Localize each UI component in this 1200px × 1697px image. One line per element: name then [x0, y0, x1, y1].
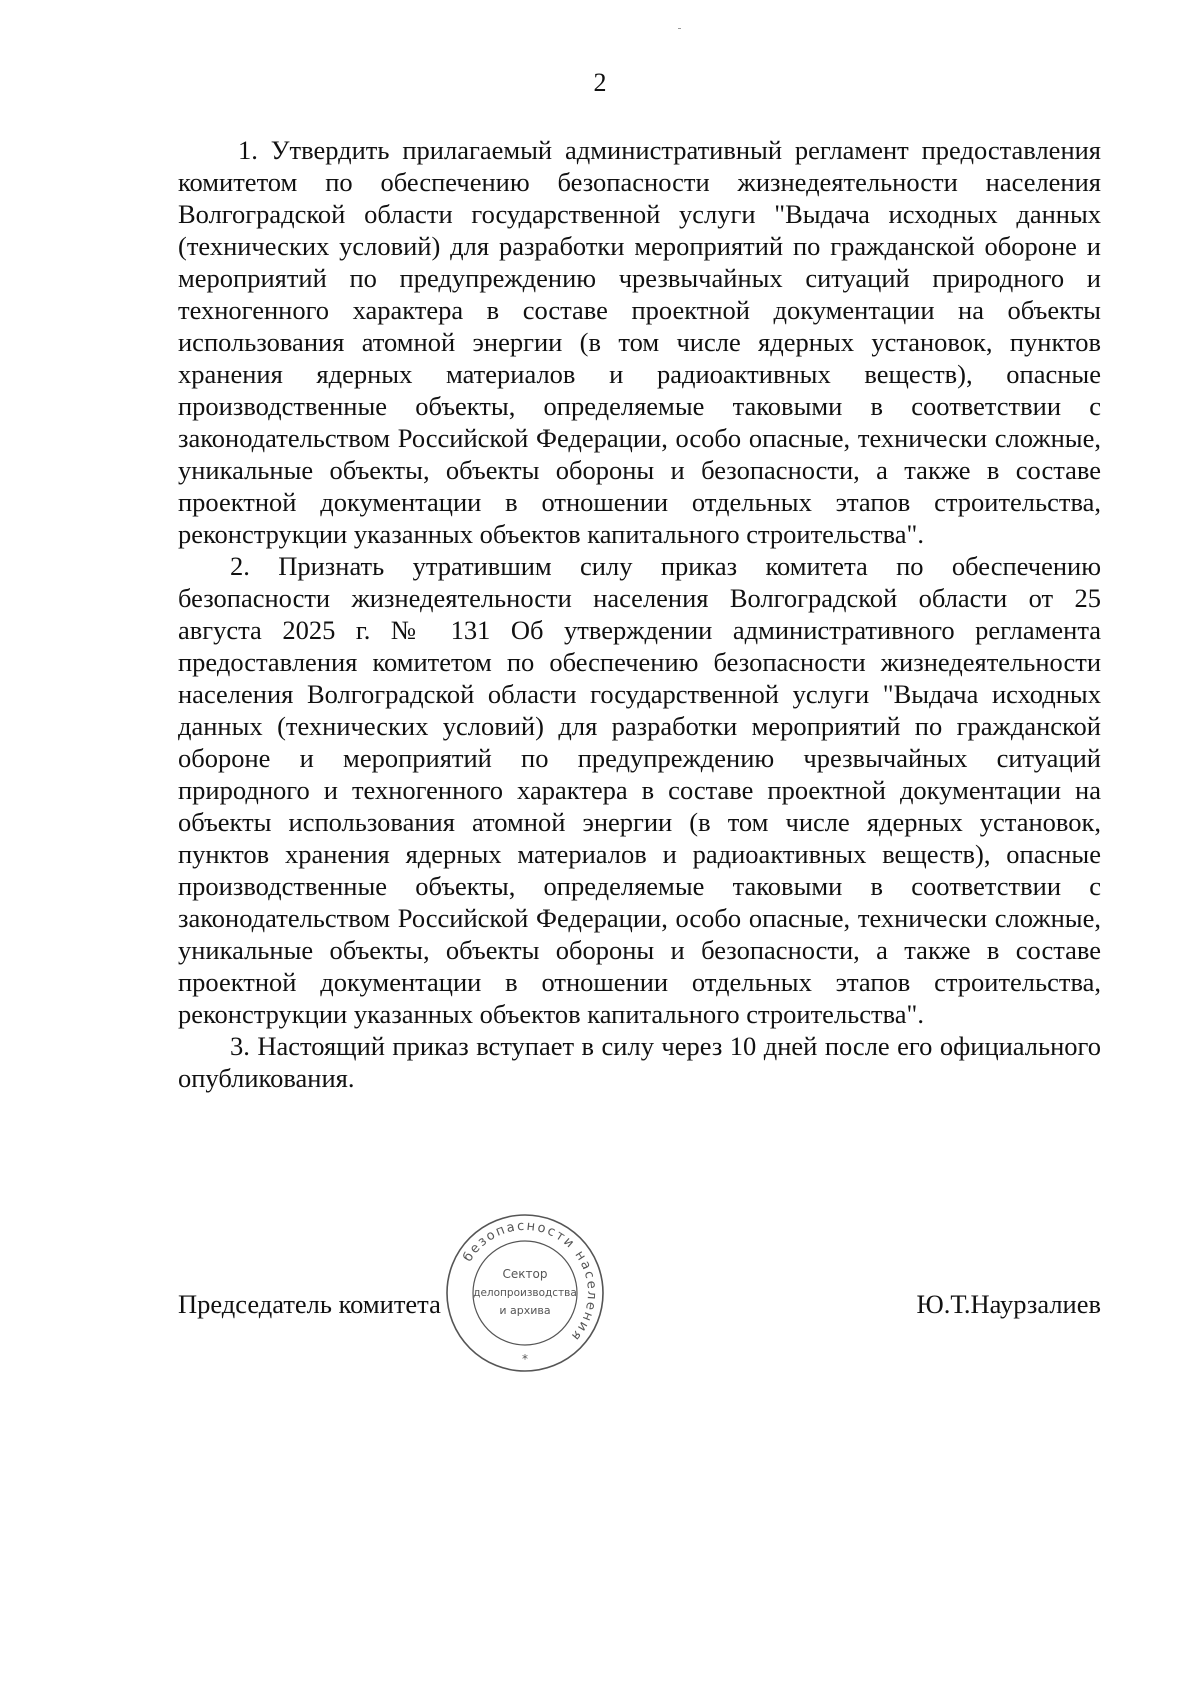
stamp-seal-icon [440, 1208, 610, 1378]
page-number: 2 [593, 68, 607, 97]
order-body [178, 134, 1101, 1094]
paragraph-2: 2. Признать утратившим силу приказ комитета по обеспечению безопасности жизнедеятельности населения Волгоградской области от 25 августа 2025 г. № 131 Об утверждении административного регламента предоставления комитетом по обеспечению безопасности жизнедеятельности населения Волгоградской области государственной услуги "Выдача исходных данных (технических условий) для разработки мероприятий по гражданской обороне и мероприятий по предупреждению чрезвычайных ситуаций природного и техногенного характера в составе проектной документации на объекты использования атомной энергии (в том числе ядерных установок, пунктов хранения ядерных материалов и радиоактивных веществ), опасные производственные объекты, определяемые таковыми в соответствии с законодательством Российской Федерации, особо опасные, технически сложные, уникальные объекты, объекты обороны и безопасности, а также в составе проектной документации в отношении отдельных этапов строительства, реконструкции указанных объектов капитального строительства". [178, 551, 1101, 1029]
signatory-title: Председатель комитета [178, 1289, 441, 1319]
stamp-center-line-1: Сектор [502, 1267, 548, 1281]
paragraph-1: 1. Утвердить прилагаемый административный регламент предоставления комитетом по обеспечению безопасности жизнедеятельности населения Волгоградской области государственной услуги "Выдача исходных данных (технических условий) для разработки мероприятий по гражданской обороне и мероприятий по предупреждению чрезвычайных ситуаций природного и техногенного характера в составе проектной документации на объекты использования атомной энергии (в том числе ядерных установок, пунктов хранения ядерных материалов и радиоактивных веществ), опасные производственные объекты, определяемые таковыми в соответствии с законодательством Российской Федерации, особо опасные, технически сложные, уникальные объекты, объекты обороны и безопасности, а также в составе проектной документации в отношении отдельных этапов строительства, реконструкции указанных объектов капитального строительства". [178, 135, 1101, 549]
stamp-ring-text: безопасности населения [460, 1218, 600, 1345]
scan-speck [678, 28, 681, 29]
official-stamp [440, 1208, 610, 1378]
stamp-star-icon: * [522, 1352, 528, 1366]
paragraph-3: 3. Настоящий приказ вступает в силу через 10 дней после его официального опубликования. [178, 1031, 1101, 1093]
stamp-center-line-3: и архива [499, 1304, 551, 1317]
stamp-center-line-2: делопроизводства [473, 1287, 577, 1299]
signatory-name: Ю.Т.Наурзалиев [916, 1289, 1101, 1319]
